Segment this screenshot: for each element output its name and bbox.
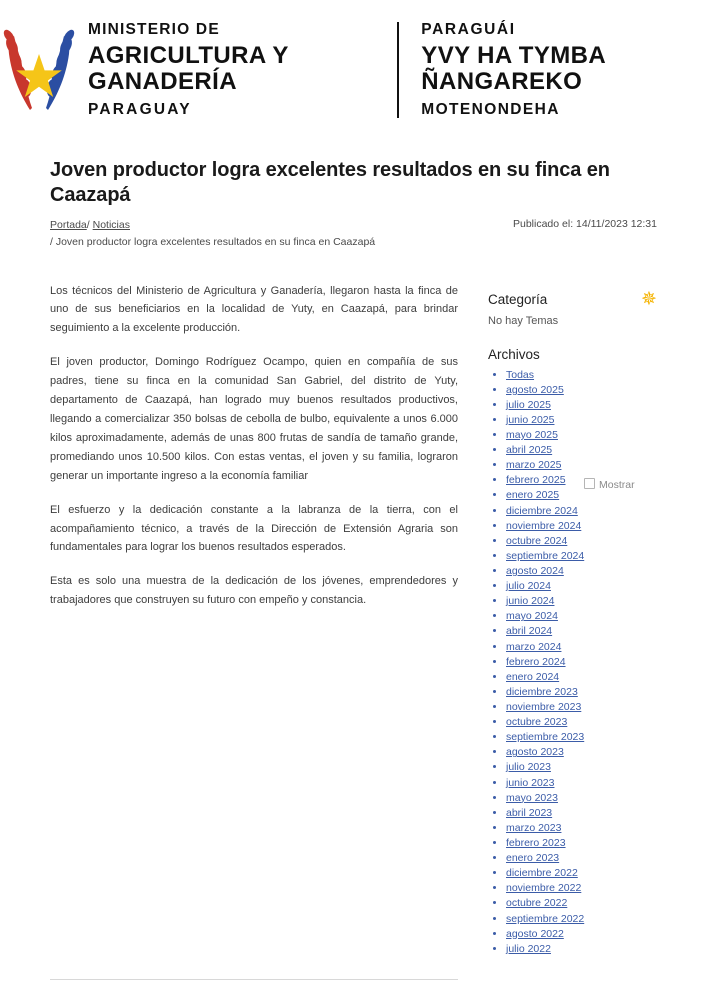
mostrar-text: Mostrar <box>599 478 635 491</box>
list-item <box>506 821 657 836</box>
list-item <box>506 881 657 896</box>
archive-link[interactable]: junio 2023 <box>506 776 555 789</box>
list-item <box>506 564 657 579</box>
meta-row <box>0 217 707 252</box>
archive-link[interactable]: Todas <box>506 368 535 381</box>
archive-link[interactable]: agosto 2023 <box>506 746 564 759</box>
breadcrumb-home[interactable]: Portada <box>50 218 87 231</box>
archive-link[interactable]: agosto 2022 <box>506 927 564 940</box>
archive-link[interactable]: julio 2022 <box>506 942 551 955</box>
archive-link[interactable]: abril 2023 <box>506 806 553 819</box>
article-paragraph: El joven productor, Domingo Rodríguez Ocampo, quien en compañía de sus padres, tiene su finca en la comunidad San Gabriel, del distrito de Yuty, departamento de Caazapá, han logrado muy buenos resultados productivos, llegando a comercializar 350 bolsas de cebolla de bulbo, equivalente a unos 6.000 kilos aproximadamente, además de unas 800 frutas de sandía de tamaño grande, promediando unos 10.500 kilos. Con estas ventas, el joven y su familia, lograron generar un importante ingreso a la economía familiar <box>50 356 458 482</box>
archive-link[interactable]: marzo 2024 <box>506 640 562 653</box>
show-icon <box>584 478 595 489</box>
list-item <box>506 504 657 519</box>
ministry-name-block <box>88 22 399 118</box>
content-area <box>0 252 707 957</box>
list-item <box>506 836 657 851</box>
asterisk-star-icon: ✵ <box>641 288 657 310</box>
archive-link[interactable]: septiembre 2023 <box>506 731 585 744</box>
list-item <box>506 866 657 881</box>
archive-link[interactable]: octubre 2022 <box>506 897 568 910</box>
guarani-line-2: YVY HA TYMBA ÑANGAREKO <box>421 41 606 96</box>
archive-link[interactable]: abril 2025 <box>506 444 553 457</box>
list-item <box>506 443 657 458</box>
mostrar-label <box>584 477 635 491</box>
category-heading: Categoría <box>488 291 548 307</box>
archive-link[interactable]: enero 2024 <box>506 670 560 683</box>
list-item <box>506 912 657 927</box>
title-section <box>0 128 707 209</box>
archive-link[interactable]: febrero 2025 <box>506 474 566 487</box>
archive-link[interactable]: octubre 2024 <box>506 534 568 547</box>
ministry-line-3: PARAGUAY <box>88 101 192 119</box>
archive-link[interactable]: mayo 2024 <box>506 610 558 623</box>
ministry-line-2: AGRICULTURA Y GANADERÍA <box>88 41 289 96</box>
breadcrumb-section[interactable]: Noticias <box>92 218 130 231</box>
list-item <box>506 458 657 473</box>
breadcrumb-separator-1: / <box>86 218 90 231</box>
paraguay-coat-of-arms-icon <box>0 24 78 116</box>
article-paragraph: Esta es solo una muestra de la dedicación de los jóvenes, emprendedores y trabajadores que construyen su futuro con empeño y constancia. <box>50 575 458 607</box>
list-item <box>506 760 657 775</box>
list-item <box>506 927 657 942</box>
archive-link[interactable]: mayo 2025 <box>506 429 558 441</box>
list-item <box>506 383 657 398</box>
guarani-line-1: PARAGUÁI <box>421 21 516 38</box>
list-item <box>506 806 657 821</box>
archive-link[interactable]: abril 2024 <box>506 625 553 638</box>
breadcrumb <box>50 217 375 252</box>
archive-link[interactable]: septiembre 2024 <box>506 549 585 562</box>
guarani-line-3: MOTENONDEHA <box>421 101 560 119</box>
archive-link[interactable]: agosto 2024 <box>506 564 564 577</box>
site-header <box>0 0 707 128</box>
sidebar <box>488 282 657 957</box>
list-item <box>506 670 657 685</box>
list-item <box>506 488 657 503</box>
archive-link[interactable]: noviembre 2022 <box>506 882 582 895</box>
list-item <box>506 428 657 443</box>
archive-link[interactable]: julio 2023 <box>506 761 551 774</box>
page-title: Joven productor logra excelentes resultados en su finca en Caazapá <box>50 158 610 207</box>
archives-list <box>488 368 657 957</box>
list-item <box>506 609 657 624</box>
archive-link[interactable]: julio 2025 <box>506 398 551 411</box>
list-item <box>506 896 657 911</box>
archive-link[interactable]: diciembre 2023 <box>506 685 578 698</box>
list-item <box>506 368 657 383</box>
published-date: Publicado el: 14/11/2023 12:31 <box>512 217 657 230</box>
archive-link[interactable]: enero 2025 <box>506 489 560 502</box>
archives-heading: Archivos <box>488 346 540 362</box>
archive-link[interactable]: noviembre 2023 <box>506 700 582 713</box>
list-item <box>506 745 657 760</box>
header-inner <box>0 22 707 118</box>
breadcrumb-separator-2: / <box>50 236 53 249</box>
list-item <box>506 624 657 639</box>
ministry-line-1: MINISTERIO DE <box>88 21 220 38</box>
article-paragraph: El esfuerzo y la dedicación constante a la labranza de la tierra, con el acompañamiento técnico, a través de la Dirección de Extensión Agraria son fundamentales para lograr los buenos resultados esperados. <box>50 503 458 554</box>
list-item <box>506 715 657 730</box>
list-item <box>506 579 657 594</box>
list-item <box>506 640 657 655</box>
archive-link[interactable]: enero 2023 <box>506 852 560 865</box>
list-item <box>506 685 657 700</box>
breadcrumb-current: Joven productor logra excelentes resultados en su finca en Caazapá <box>55 236 376 249</box>
list-item <box>506 655 657 670</box>
list-item <box>506 700 657 715</box>
list-item <box>506 942 657 957</box>
list-item <box>506 730 657 745</box>
archive-link[interactable]: junio 2025 <box>506 413 555 426</box>
list-item <box>506 519 657 534</box>
archive-link[interactable]: agosto 2025 <box>506 383 564 396</box>
article-paragraph: Los técnicos del Ministerio de Agricultura y Ganadería, llegaron hasta la finca de uno de sus beneficiarios en la localidad de Yuty, en Caazapá, para brindar seguimiento a la excelente producción. <box>50 284 458 335</box>
article-body <box>50 282 458 957</box>
archive-link[interactable]: julio 2024 <box>506 580 551 593</box>
archive-link[interactable]: febrero 2023 <box>506 836 566 849</box>
list-item <box>506 851 657 866</box>
list-item <box>506 594 657 609</box>
list-item <box>506 791 657 806</box>
archive-link[interactable]: diciembre 2022 <box>506 867 578 880</box>
article-bottom-divider <box>50 979 458 980</box>
archive-link[interactable]: mayo 2023 <box>506 791 558 804</box>
archive-link[interactable]: marzo 2025 <box>506 459 562 472</box>
list-item <box>506 398 657 413</box>
archive-link[interactable]: marzo 2023 <box>506 821 562 834</box>
archive-link[interactable]: diciembre 2024 <box>506 504 578 517</box>
archive-link[interactable]: febrero 2024 <box>506 655 566 668</box>
archive-link[interactable]: octubre 2023 <box>506 716 568 729</box>
archive-link[interactable]: junio 2024 <box>506 595 555 608</box>
list-item <box>506 534 657 549</box>
archive-link[interactable]: noviembre 2024 <box>506 519 582 532</box>
category-value: No hay Temas <box>488 314 559 327</box>
list-item <box>506 413 657 428</box>
list-item <box>506 549 657 564</box>
list-item <box>506 776 657 791</box>
archive-link[interactable]: septiembre 2022 <box>506 912 585 925</box>
guarani-name-block <box>399 22 707 118</box>
